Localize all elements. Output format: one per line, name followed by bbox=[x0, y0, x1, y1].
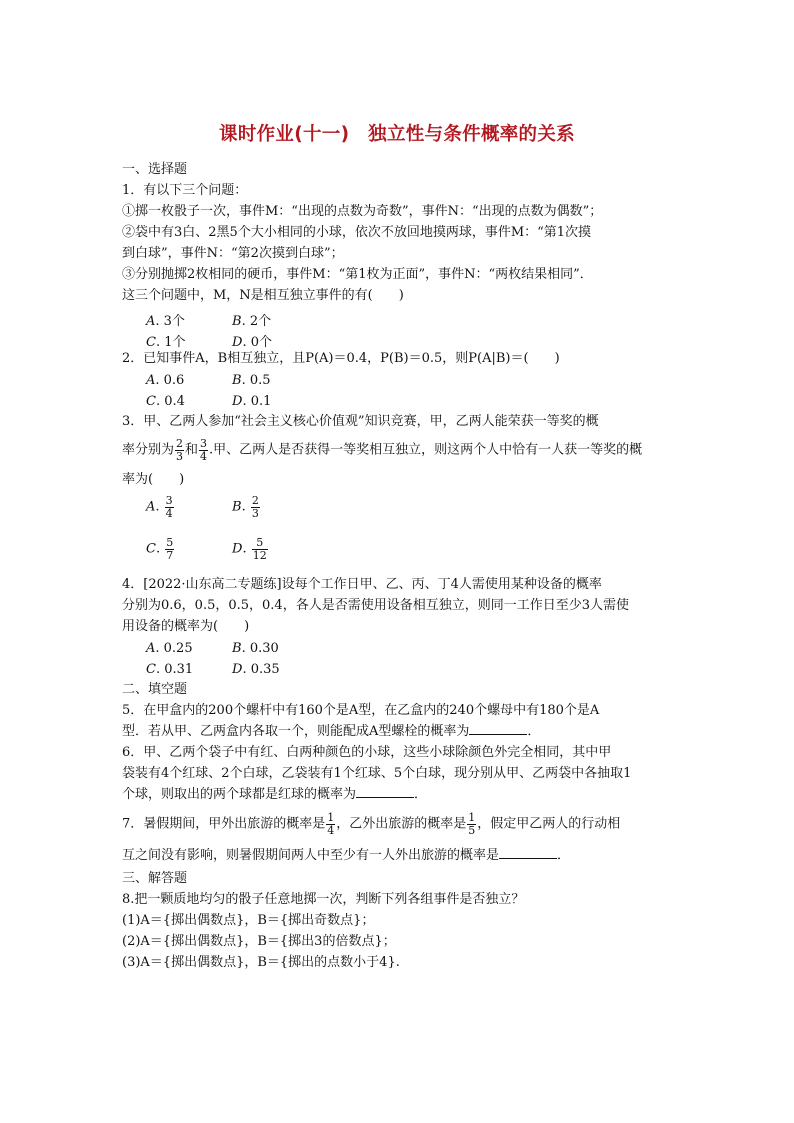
q1-item-2b: 到白球”，事件N：“第2次摸到白球”； bbox=[122, 246, 344, 261]
q4-option-b: B. 0.30 bbox=[232, 641, 279, 656]
q6-line-2: 袋装有4个红球、2个白球，乙袋装有1个红球、5个白球，现分别从甲、乙两袋中各抽取1 bbox=[122, 766, 632, 781]
q7-fraction-2: $\frac{1}{5}$ bbox=[468, 811, 476, 837]
q4-line-3: 用设备的概率为( ) bbox=[122, 619, 250, 634]
q4-option-c: C. 0.31 bbox=[146, 662, 194, 677]
q8-part-3: (3)A＝{掷出偶数点}，B＝{掷出的点数小于4}. bbox=[122, 955, 400, 970]
q4-line-1: 4．[2022·山东高二专题练]设每个工作日甲、乙、丙、丁4人需使用某种设备的概率 bbox=[122, 577, 602, 592]
q1-option-c: C. 1个 bbox=[146, 335, 186, 350]
q3-option-c: C. $\frac{5}{7}$ bbox=[146, 536, 174, 562]
q6-answer-blank bbox=[356, 796, 414, 798]
q7-answer-blank bbox=[499, 857, 557, 859]
q8-stem: 8.把一颗质地均匀的骰子任意地掷一次，判断下列各组事件是否独立？ bbox=[122, 892, 525, 907]
q1-option-a: A. 3个 bbox=[146, 314, 185, 329]
q4-line-2: 分别为0.6，0.5，0.5，0.4，各人是否需使用设备相互独立，则同一工作日至少3人需使 bbox=[122, 598, 629, 613]
q8-part-2: (2)A＝{掷出偶数点}，B＝{掷出3的倍数点}； bbox=[122, 934, 396, 949]
q3-fraction-2: $\frac{3}{4}$ bbox=[200, 437, 208, 463]
q3-fraction-1: $\frac{2}{3}$ bbox=[176, 437, 184, 463]
section-heading-answer: 三、解答题 bbox=[122, 871, 188, 886]
q4-option-a: A. 0.25 bbox=[146, 641, 193, 656]
q2-option-a: A. 0.6 bbox=[146, 373, 185, 388]
q1-item-3: ③分别抛掷2枚相同的硬币，事件M：“第1枚为正面”，事件N：“两枚结果相同”． bbox=[122, 267, 593, 282]
q4-option-d: D. 0.35 bbox=[232, 662, 280, 677]
q2-option-c: C. 0.4 bbox=[146, 394, 185, 409]
section-heading-choice: 一、选择题 bbox=[122, 162, 188, 177]
q1-option-b: B. 2个 bbox=[232, 314, 272, 329]
q3-line-1: 3．甲、乙两人参加“社会主义核心价值观”知识竞赛，甲，乙两人能荣获一等奖的概 bbox=[122, 414, 599, 429]
q3-line-2: 率分别为 $\frac{2}{3}$ 和 $\frac{3}{4}$ .甲、乙两人是否获得一等奖相互独立，则这两个人中恰有一人获一等奖的概 bbox=[122, 437, 643, 463]
q3-option-a: A. $\frac{3}{4}$ bbox=[146, 494, 173, 520]
q2-option-d: D. 0.1 bbox=[232, 394, 272, 409]
q3-option-b: B. $\frac{2}{3}$ bbox=[232, 494, 259, 520]
q1-option-d: D. 0个 bbox=[232, 335, 272, 350]
q2-option-b: B. 0.5 bbox=[232, 373, 271, 388]
q5-line-1: 5．在甲盒内的200个螺杆中有160个是A型，在乙盒内的240个螺母中有180个是A bbox=[122, 703, 600, 718]
q7-fraction-1: $\frac{1}{4}$ bbox=[327, 811, 335, 837]
q1-question: 这三个问题中，M，N是相互独立事件的有( ) bbox=[122, 288, 404, 303]
q3-option-d: D. $\frac{5}{12}$ bbox=[232, 536, 267, 562]
q1-item-1: ①掷一枚骰子一次，事件M：“出现的点数为奇数”，事件N：“出现的点数为偶数”； bbox=[122, 204, 603, 219]
section-heading-fill: 二、填空题 bbox=[122, 682, 188, 697]
page-title: 课时作业(十一) 独立性与条件概率的关系 bbox=[219, 124, 575, 145]
q6-line-3: 个球，则取出的两个球都是红球的概率为 ． bbox=[122, 787, 428, 802]
q1-item-2a: ②袋中有3白、2黑5个大小相同的小球，依次不放回地摸两球，事件M：“第1次摸 bbox=[122, 225, 592, 240]
q3-line-3: 率为( ) bbox=[122, 472, 185, 487]
q8-part-1: (1)A＝{掷出偶数点}，B＝{掷出奇数点}； bbox=[122, 913, 375, 928]
q7-line-1: 7．暑假期间，甲外出旅游的概率是 $\frac{1}{4}$ ，乙外出旅游的概率是 $\frac{1}{5}$ ，假定甲乙两人的行动相 bbox=[122, 811, 621, 837]
q6-line-1: 6．甲、乙两个袋子中有红、白两种颜色的小球，这些小球除颜色外完全相同，其中甲 bbox=[122, 745, 612, 760]
q5-answer-blank bbox=[469, 733, 527, 735]
q5-line-2: 型．若从甲、乙两盒内各取一个，则能配成A型螺栓的概率为 ． bbox=[122, 724, 541, 739]
q7-line-2: 互之间没有影响，则暑假期间两人中至少有一人外出旅游的概率是 ． bbox=[122, 848, 571, 863]
q2-stem: 2．已知事件A，B相互独立，且P(A)＝0.4，P(B)＝0.5，则P(A|B)＝( ) bbox=[122, 351, 560, 366]
q1-stem: 1．有以下三个问题： bbox=[122, 183, 248, 198]
